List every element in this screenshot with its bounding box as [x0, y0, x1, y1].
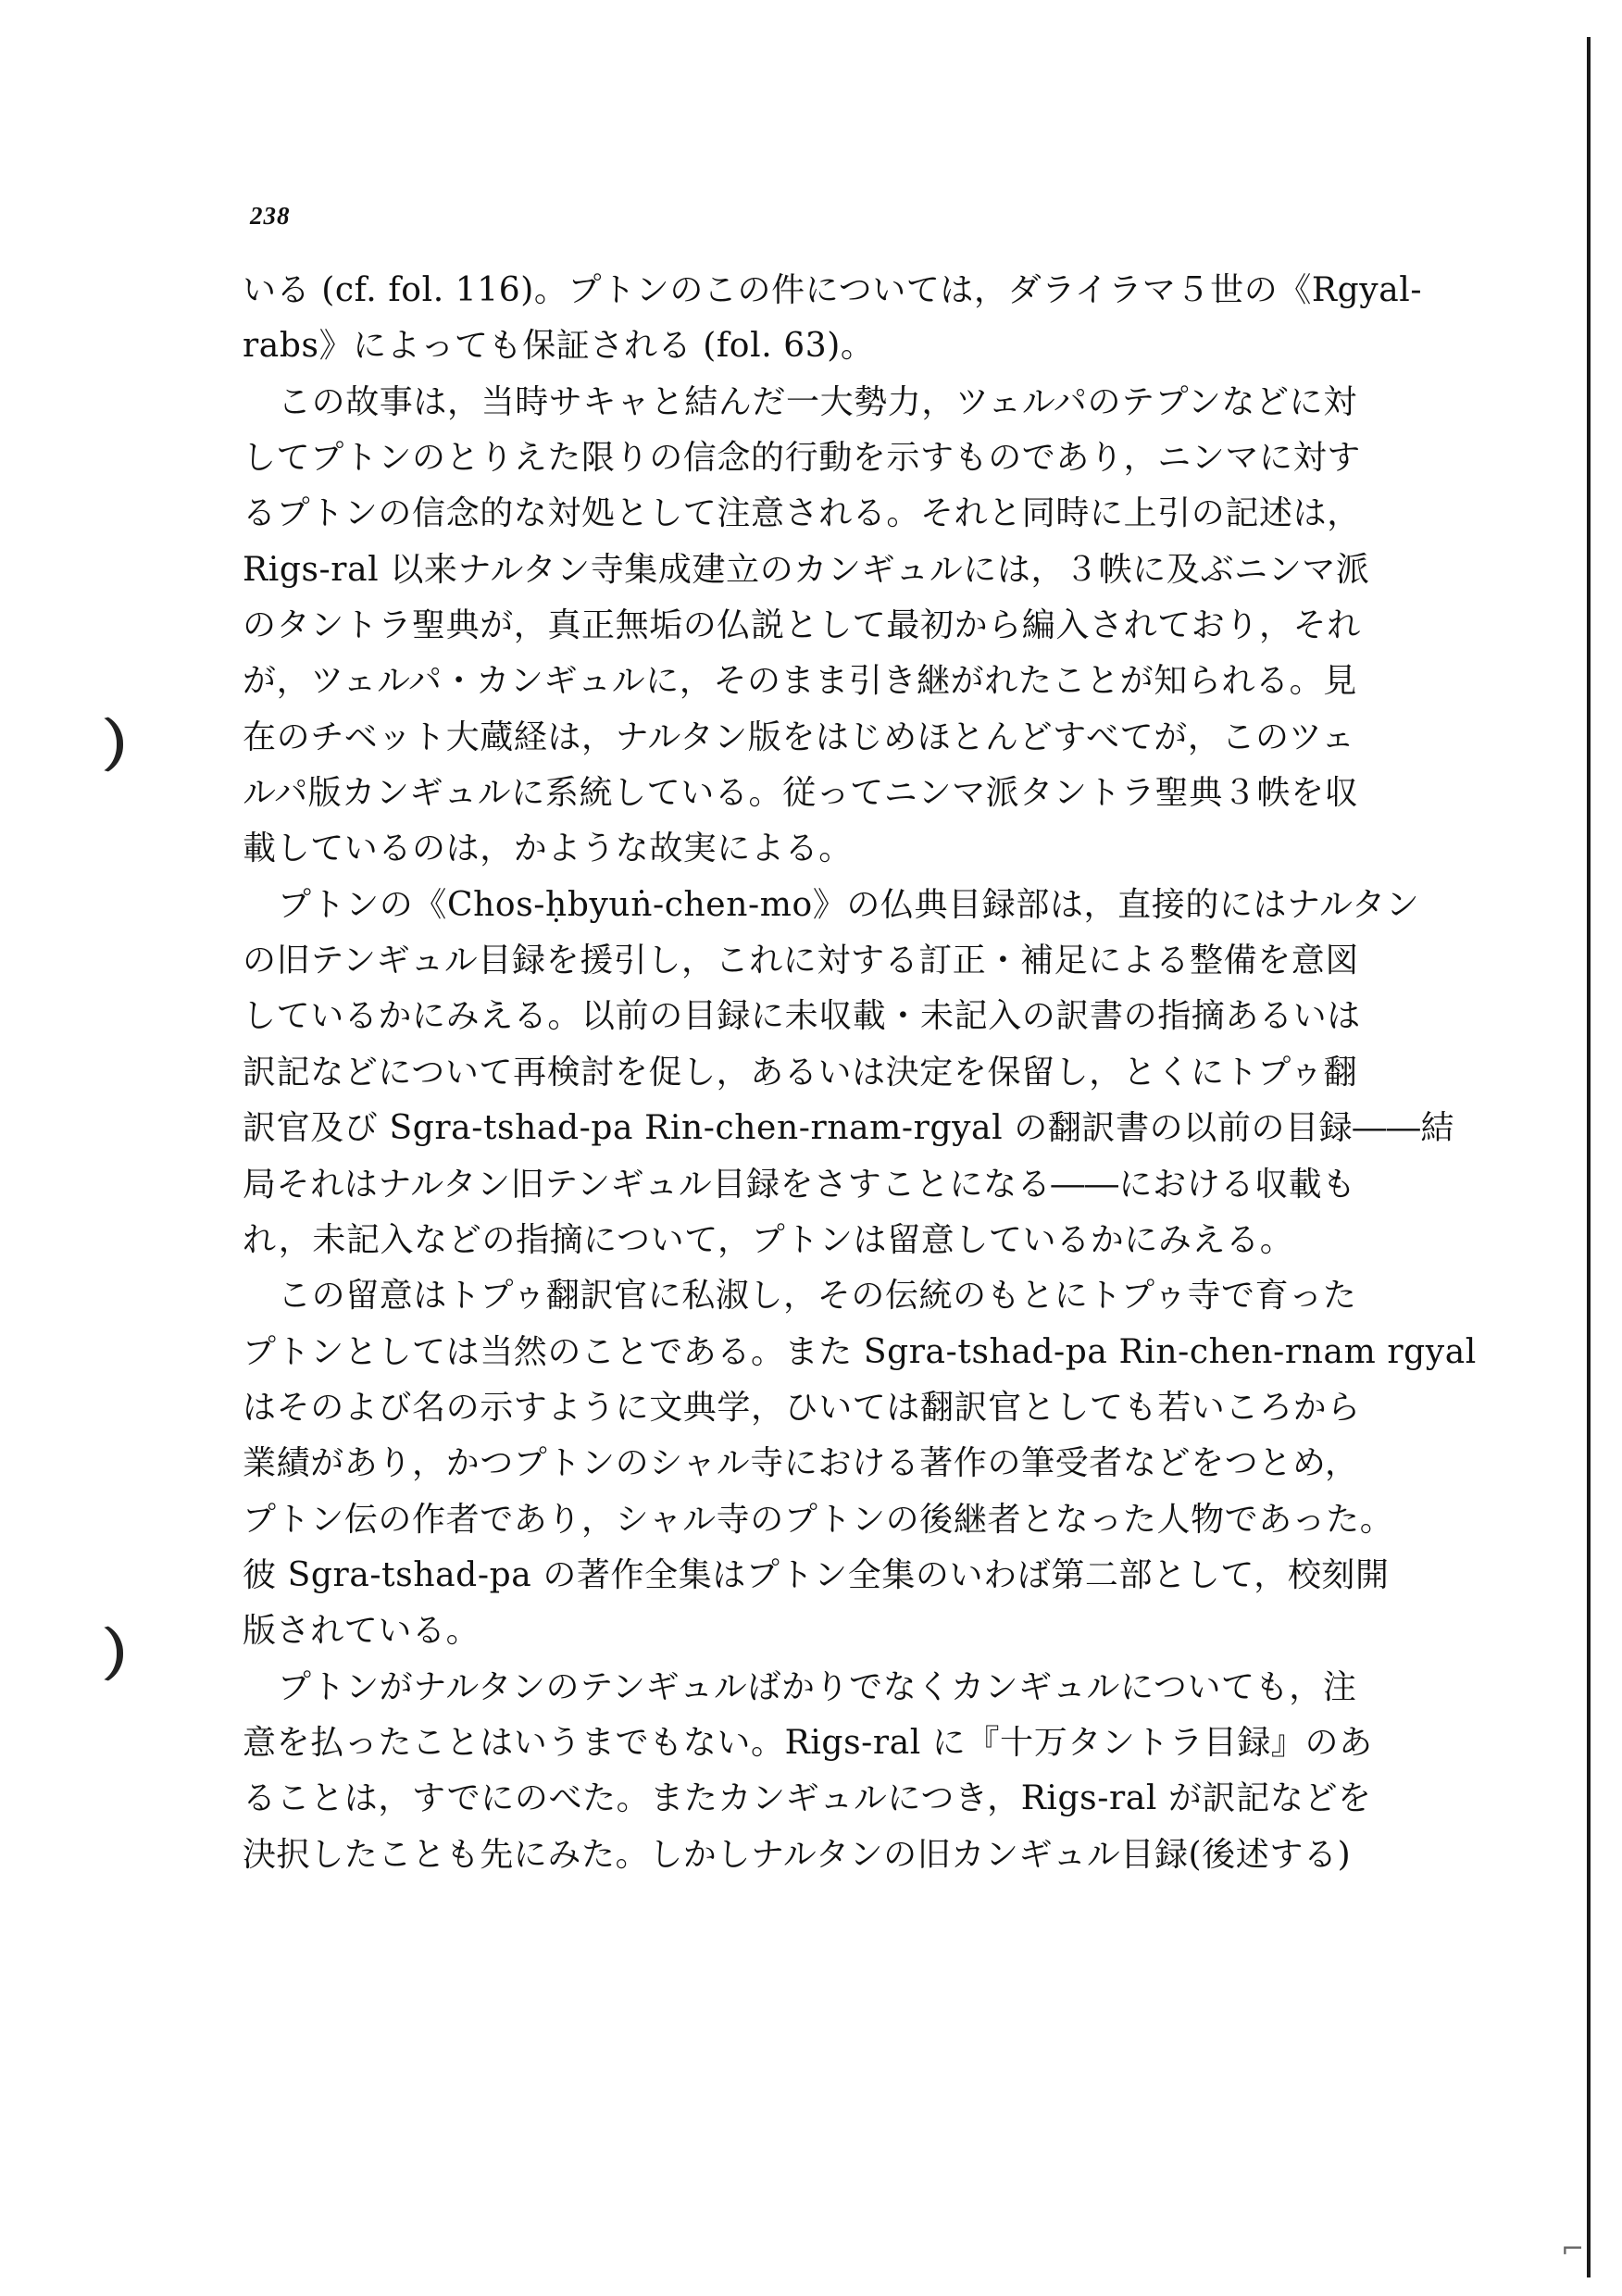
- text-line: プトン伝の作者であり，シャル寺のプトンの後継者となった人物であった。: [243, 1500, 1394, 1539]
- paragraph: [243, 1268, 1477, 1659]
- text-line: はそのよび名の示すように文典学，ひいては翻訳官としても若いころから: [243, 1388, 1361, 1427]
- text-line: 版されている。: [243, 1612, 480, 1651]
- text-line: 決択したことも先にみた。しかしナルタンの旧カンギュル目録(後述する): [243, 1835, 1352, 1874]
- paragraph: [243, 263, 1423, 375]
- text-line: この故事は，当時サキャと結んだ一大勢力，ツェルパのテプンなどに対: [278, 382, 1357, 421]
- text-line: 業績があり，かつプトンのシャル寺における著作の筆受者などをつとめ，: [243, 1444, 1359, 1483]
- paragraph: [243, 878, 1455, 1268]
- text-line: が，ツェルパ・カンギュルに，そのまま引き継がれたことが知られる。見: [243, 662, 1357, 701]
- paragraph: [243, 375, 1381, 878]
- text-line: この留意はトプゥ翻訳官に私淑し，その伝統のもとにトプゥ寺で育った: [278, 1277, 1357, 1316]
- text-line: 意を払ったことはいうまでもない。Rigs-ral に『十万タントラ目録』のあ: [243, 1723, 1373, 1762]
- text-line: 訳記などについて再検討を促し，あるいは決定を保留し，とくにトプゥ翻: [243, 1053, 1358, 1092]
- body-text: [243, 263, 1477, 1883]
- text-line: るプトンの信念的な対処として注意される。それと同時に上引の記述は，: [243, 494, 1361, 533]
- text-line: ルパ版カンギュルに系統している。従ってニンマ派タントラ聖典３帙を収: [243, 774, 1359, 813]
- text-line: プトンとしては当然のことである。また Sgra-tshad-pa Rin-chen-rnam rgyal: [243, 1332, 1477, 1371]
- binding-mark-upper: [93, 713, 123, 776]
- right-margin-rule: [1587, 37, 1591, 2277]
- text-line: rabs》によっても保証される (fol. 63)。: [243, 327, 875, 366]
- paragraph: [243, 1660, 1381, 1883]
- text-line: 彼 Sgra-tshad-pa の著作全集はプトン全集のいわば第二部として，校刻開: [243, 1555, 1390, 1594]
- text-line: 訳官及び Sgra-tshad-pa Rin-chen-rnam-rgyal の翻訳書の以前の目録――結: [243, 1109, 1455, 1148]
- text-line: いる (cf. fol. 116)。プトンのこの件については，ダライラマ５世の《Rgyal-: [243, 271, 1423, 309]
- text-line: 局それはナルタン旧テンギュル目録をさすことになる――における収載も: [243, 1165, 1356, 1204]
- text-line: のタントラ聖典が，真正無垢の仏説として最初から編入されており，それ: [243, 606, 1361, 645]
- text-line: プトンの《Chos-ḥbyuṅ-chen-mo》の仏典目録部は，直接的にはナルタン: [278, 885, 1420, 924]
- binding-mark-lower: [93, 1622, 123, 1685]
- text-line: れ，未記入などの指摘について，プトンは留意しているかにみえる。: [243, 1220, 1294, 1259]
- text-line: ることは，すでにのべた。またカンギュルにつき，Rigs-ral が訳記などを: [243, 1779, 1372, 1818]
- text-line: の旧テンギュル目録を援引し，これに対する訂正・補足による整備を意図: [243, 942, 1360, 980]
- text-line: 在のチベット大蔵経は，ナルタン版をはじめほとんどすべてが，このツェ: [243, 718, 1355, 756]
- page-number: 238: [250, 202, 291, 230]
- text-line: Rigs-ral 以来ナルタン寺集成建立のカンギュルには，３帙に及ぶニンマ派: [243, 550, 1370, 589]
- scan-mark: ⌐: [1561, 2233, 1585, 2265]
- text-line: しているかにみえる。以前の目録に未収載・未記入の訳書の指摘あるいは: [243, 997, 1361, 1036]
- text-line: してプトンのとりえた限りの信念的行動を示すものであり，ニンマに対す: [243, 439, 1361, 478]
- text-line: プトンがナルタンのテンギュルばかりでなくカンギュルについても，注: [278, 1667, 1357, 1706]
- text-line: 載しているのは，かような故実による。: [243, 830, 853, 868]
